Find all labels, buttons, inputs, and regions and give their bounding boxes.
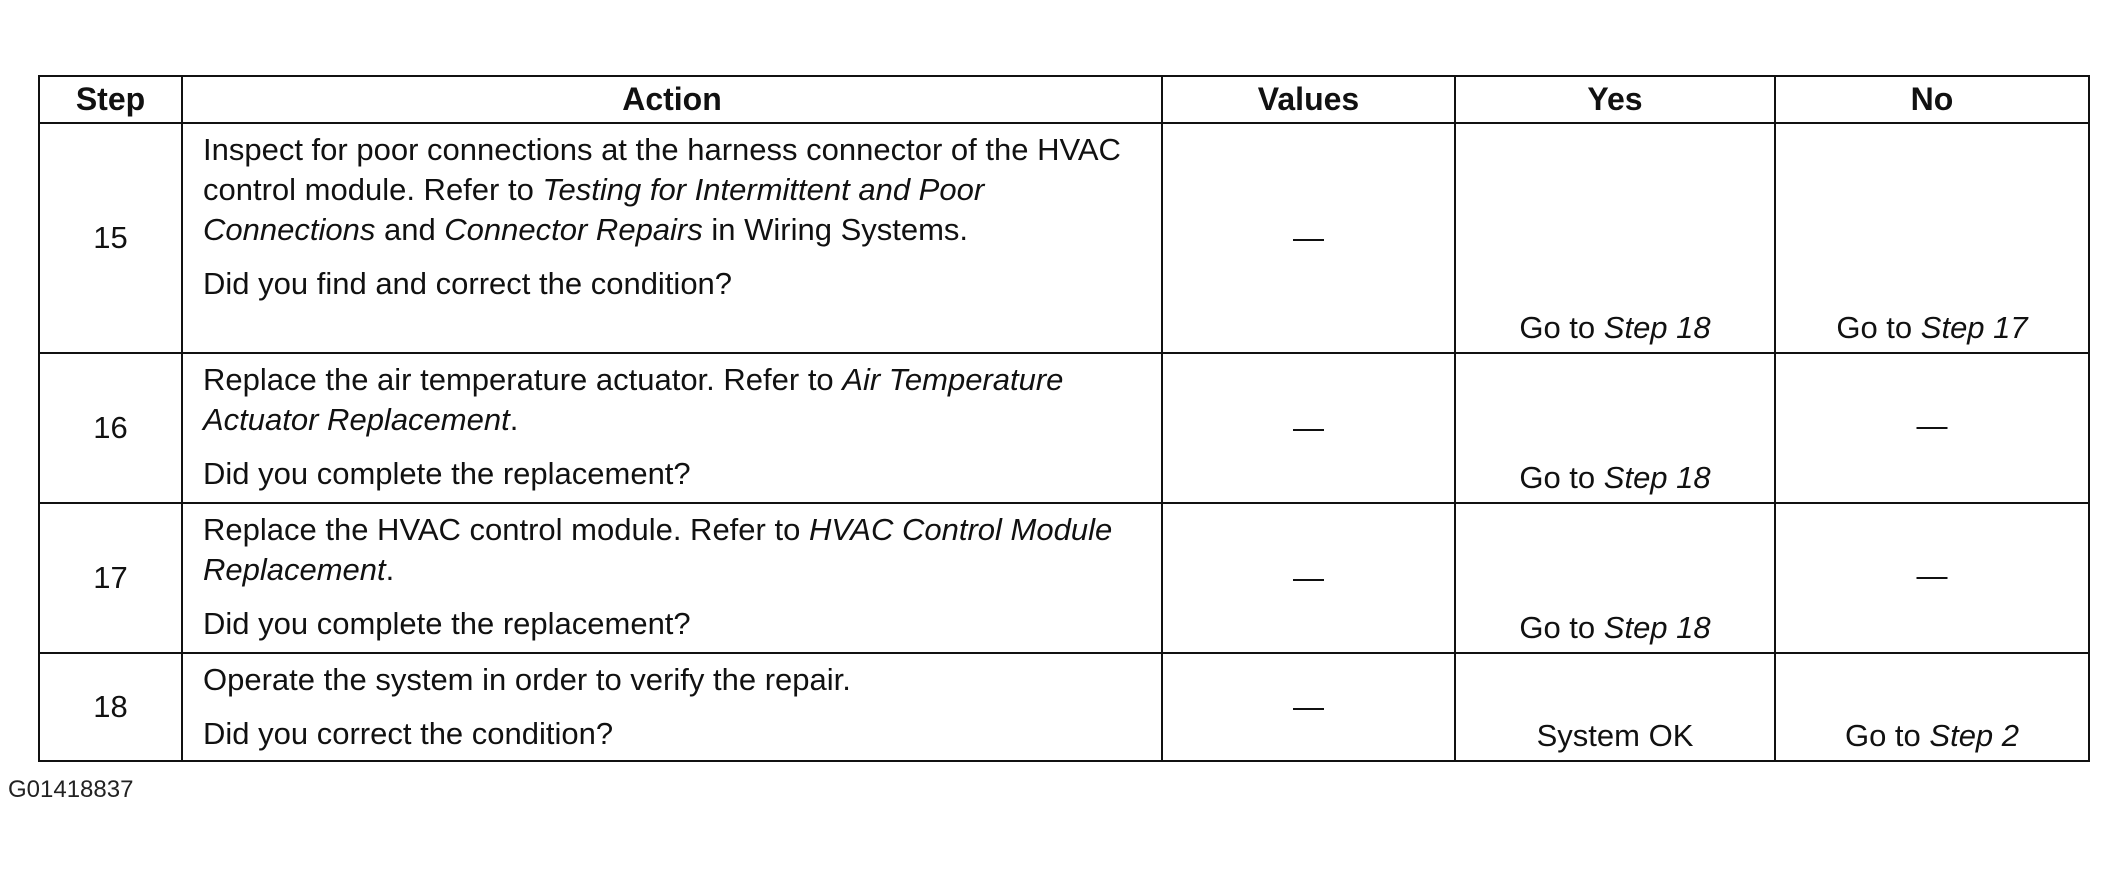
table-row-step-15 bbox=[39, 123, 2089, 353]
step-link: Step 18 bbox=[1603, 310, 1711, 345]
values-cell: — bbox=[1162, 123, 1455, 353]
no-cell: — bbox=[1775, 503, 2089, 653]
table-row-step-18 bbox=[39, 653, 2089, 761]
action-question: Did you complete the replacement? bbox=[203, 456, 691, 491]
action-text: Inspect for poor connections at the harness connector of the HVAC control module. Refer to Testing for Intermittent and Poor Connections and Connector Repairs in Wiring Systems. bbox=[203, 132, 1121, 247]
action-question: Did you correct the condition? bbox=[203, 716, 614, 751]
step-number: 15 bbox=[39, 123, 182, 353]
header-action: Action bbox=[182, 76, 1162, 123]
action-cell bbox=[182, 503, 1162, 653]
reference-link: Testing for Intermittent and Poor Connections bbox=[203, 172, 985, 247]
table-header-row bbox=[39, 76, 2089, 123]
figure-id: G01418837 bbox=[8, 776, 134, 803]
step-link: Step 2 bbox=[1929, 718, 2020, 753]
reference-link: HVAC Control Module Replacement bbox=[203, 512, 1113, 587]
header-no: No bbox=[1775, 76, 2089, 123]
diagnostic-table bbox=[38, 75, 2090, 762]
yes-cell: Go to Step 18 bbox=[1455, 503, 1775, 653]
no-cell: — bbox=[1775, 353, 2089, 503]
reference-link: Air Temperature Actuator Replacement bbox=[203, 362, 1064, 437]
action-cell bbox=[182, 123, 1162, 353]
action-text: Operate the system in order to verify the repair. bbox=[203, 662, 851, 697]
values-cell: — bbox=[1162, 503, 1455, 653]
action-cell bbox=[182, 353, 1162, 503]
step-number: 16 bbox=[39, 353, 182, 503]
header-step: Step bbox=[39, 76, 182, 123]
reference-link: Connector Repairs bbox=[444, 212, 703, 247]
values-cell: — bbox=[1162, 353, 1455, 503]
values-cell: — bbox=[1162, 653, 1455, 761]
action-question: Did you complete the replacement? bbox=[203, 606, 691, 641]
diagnostic-table-container bbox=[38, 75, 2088, 762]
action-text: Replace the air temperature actuator. Refer to Air Temperature Actuator Replacement. bbox=[203, 362, 1064, 437]
header-yes: Yes bbox=[1455, 76, 1775, 123]
table-row-step-16 bbox=[39, 353, 2089, 503]
step-link: Step 18 bbox=[1603, 610, 1711, 645]
step-number: 18 bbox=[39, 653, 182, 761]
action-cell bbox=[182, 653, 1162, 761]
yes-cell: Go to Step 18 bbox=[1455, 123, 1775, 353]
action-text: Replace the HVAC control module. Refer to HVAC Control Module Replacement. bbox=[203, 512, 1113, 587]
step-number: 17 bbox=[39, 503, 182, 653]
action-question: Did you find and correct the condition? bbox=[203, 266, 733, 301]
yes-cell: Go to Step 18 bbox=[1455, 353, 1775, 503]
no-cell: Go to Step 17 bbox=[1775, 123, 2089, 353]
step-link: Step 17 bbox=[1920, 310, 2028, 345]
step-link: Step 18 bbox=[1603, 460, 1711, 495]
no-cell: Go to Step 2 bbox=[1775, 653, 2089, 761]
table-row-step-17 bbox=[39, 503, 2089, 653]
header-values: Values bbox=[1162, 76, 1455, 123]
yes-cell: System OK bbox=[1455, 653, 1775, 761]
